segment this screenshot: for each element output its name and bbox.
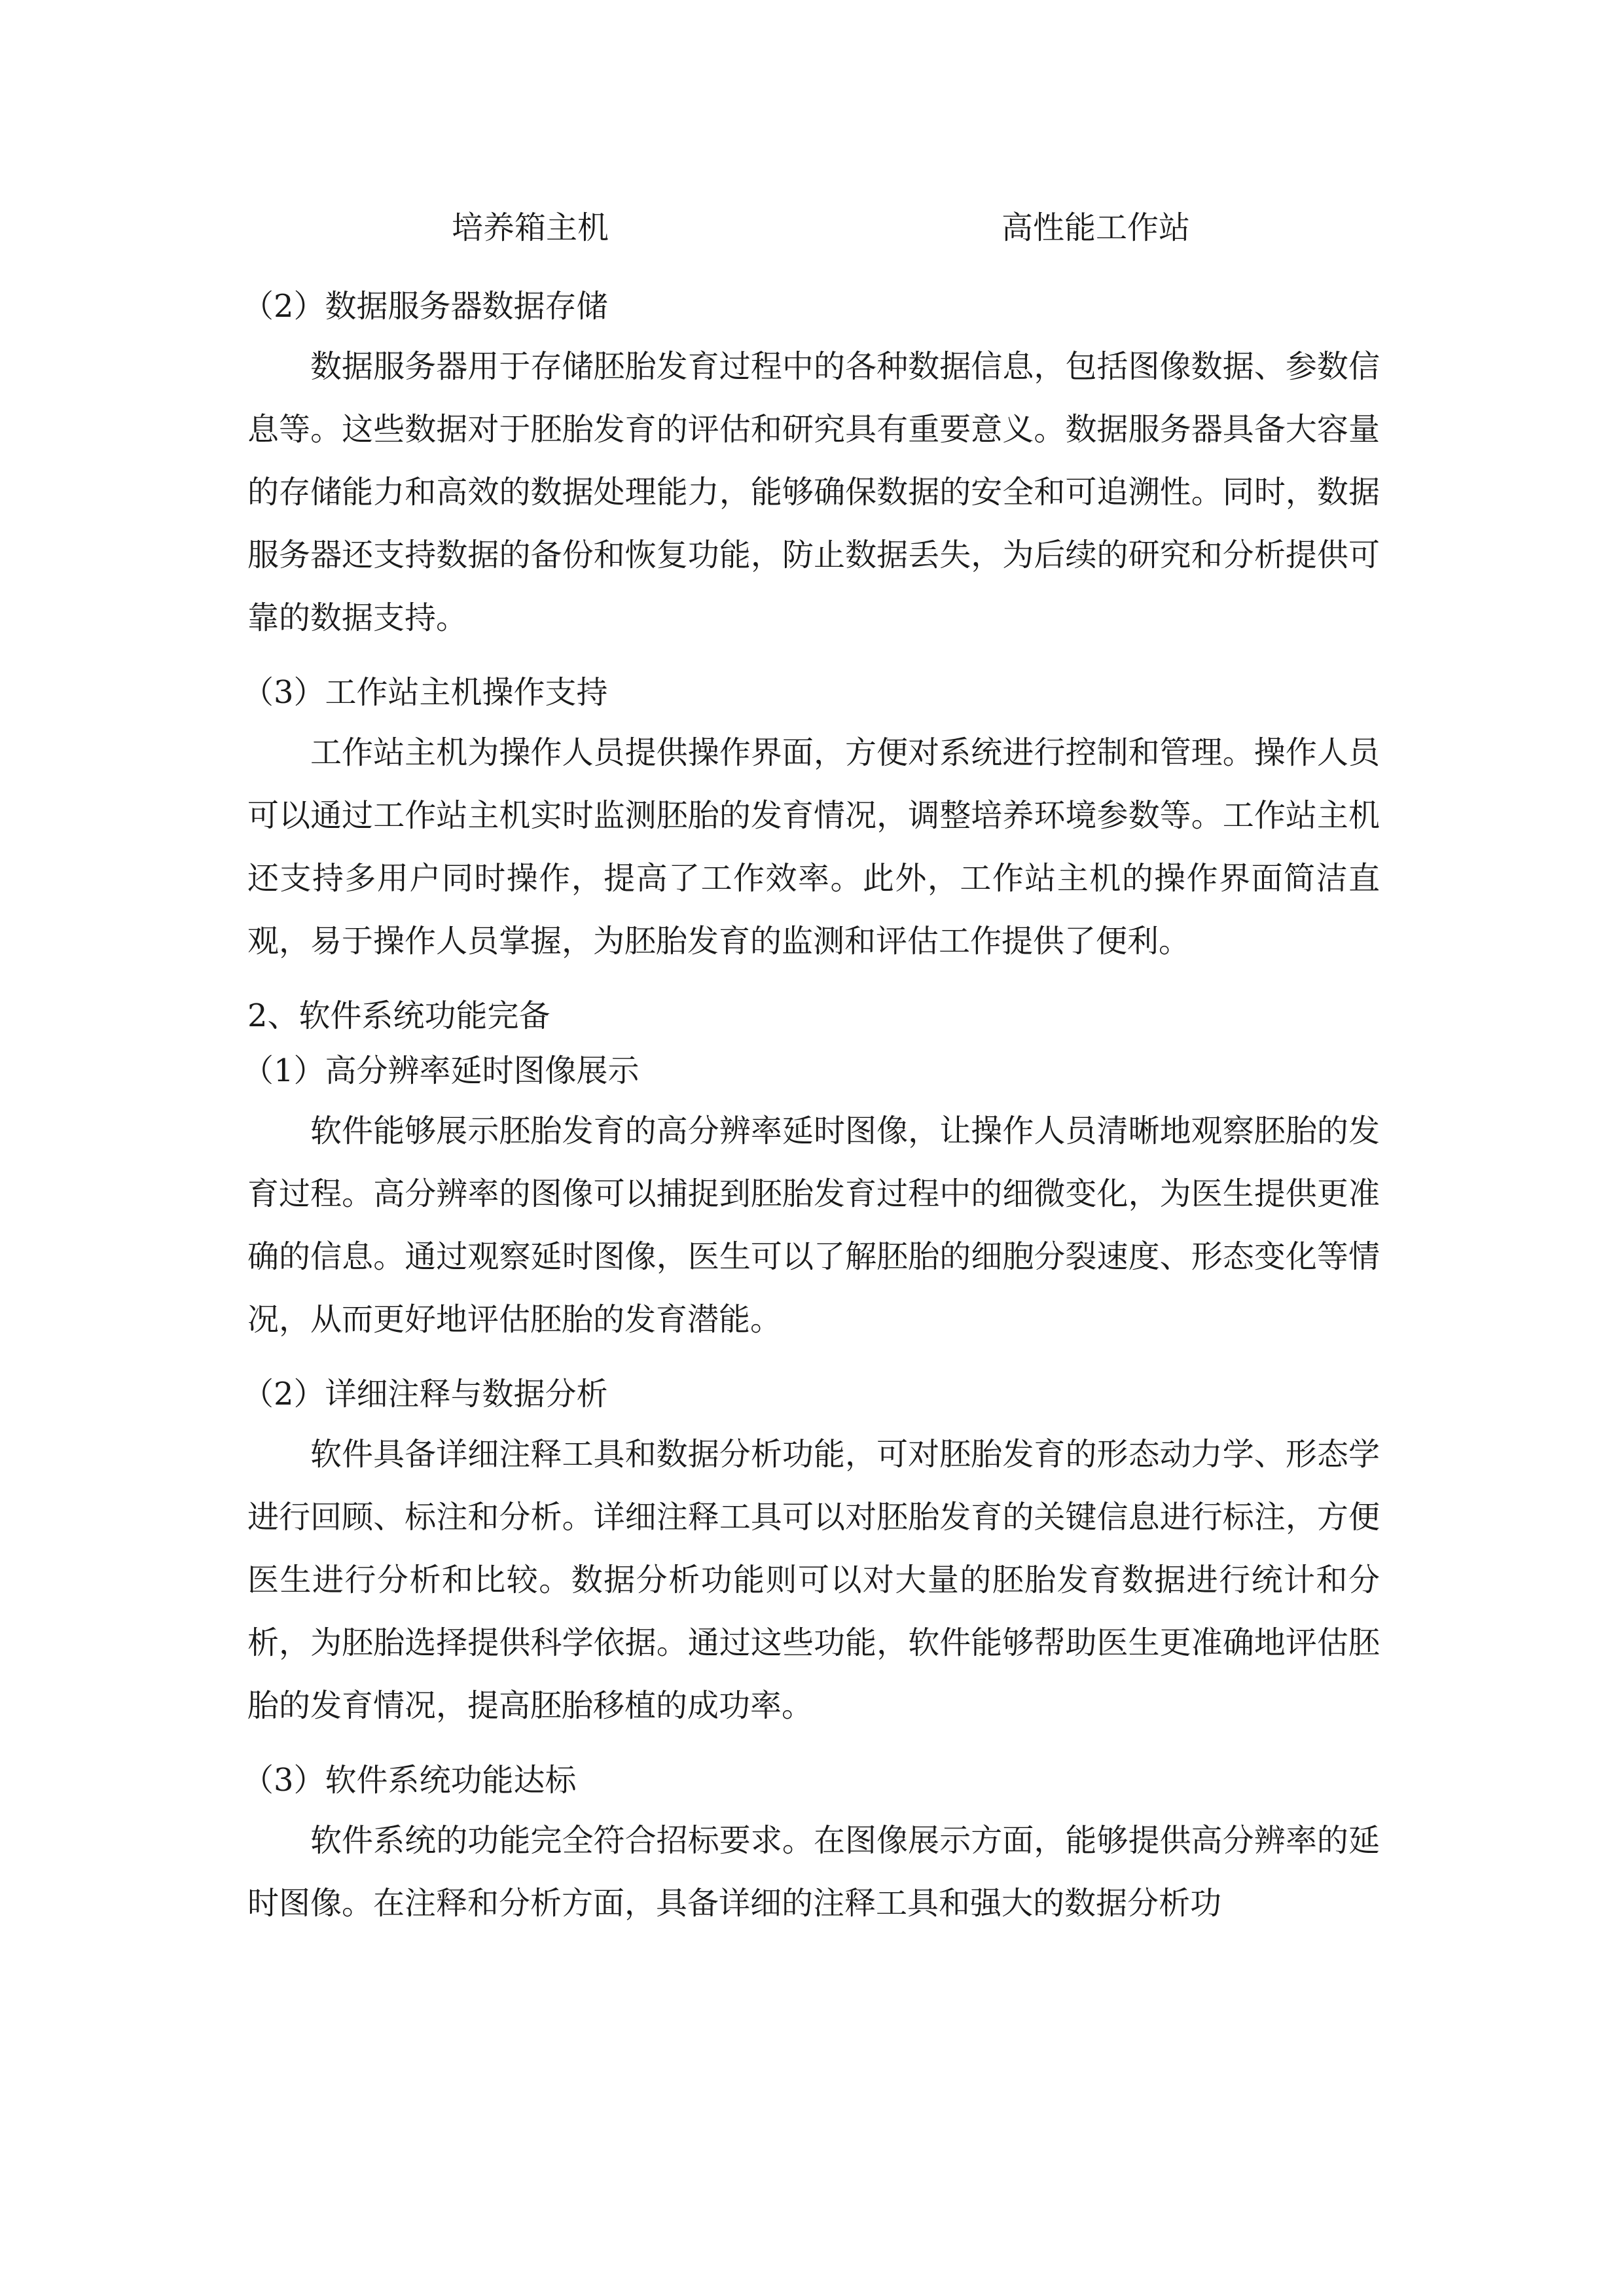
heading-annotation-analysis: （2）详细注释与数据分析 xyxy=(242,1376,608,1412)
heading-hires-timelapse: （1）高分辨率延时图像展示 xyxy=(242,1052,640,1089)
heading-workstation-support: （3）工作站主机操作支持 xyxy=(242,674,608,711)
document-body xyxy=(242,280,1380,1952)
incubator-host-caption: 培养箱主机 xyxy=(452,209,609,246)
heading-data-server-storage: （2）数据服务器数据存储 xyxy=(242,288,608,325)
paragraph-hires-timelapse: 软件能够展示胚胎发育的高分辨率延时图像，让操作人员清晰地观察胚胎的发育过程。高分辨率的图像可以捕捉到胚胎发育过程中的细微变化，为医生提供更准确的信息。通过观察延时图像，医生可以了解胚胎的细胞分裂速度、形态变化等情况，从而更好地评估胚胎的发育潜能。 xyxy=(247,1113,1380,1338)
paragraph-software-compliance: 软件系统的功能完全符合招标要求。在图像展示方面，能够提供高分辨率的延时图像。在注释和分析方面，具备详细的注释工具和强大的数据分析功 xyxy=(247,1822,1380,1922)
heading-software-compliance: （3）软件系统功能达标 xyxy=(242,1762,577,1799)
paragraph-data-server-storage: 数据服务器用于存储胚胎发育过程中的各种数据信息，包括图像数据、参数信息等。这些数据对于胚胎发育的评估和研究具有重要意义。数据服务器具备大容量的存储能力和高效的数据处理能力，能够确保数据的安全和可追溯性。同时，数据服务器还支持数据的备份和恢复功能，防止数据丢失，为后续的研究和分析提供可靠的数据支持。 xyxy=(247,348,1380,636)
workstation-caption: 高性能工作站 xyxy=(1001,209,1191,246)
paragraph-workstation-support: 工作站主机为操作人员提供操作界面，方便对系统进行控制和管理。操作人员可以通过工作站主机实时监测胚胎的发育情况，调整培养环境参数等。工作站主机还支持多用户同时操作，提高了工作效率。此外，工作站主机的操作界面简洁直观，易于操作人员掌握，为胚胎发育的监测和评估工作提供了便利。 xyxy=(247,734,1380,960)
heading-software-system: 2、软件系统功能完备 xyxy=(247,997,550,1034)
paragraph-annotation-analysis: 软件具备详细注释工具和数据分析功能，可对胚胎发育的形态动力学、形态学进行回顾、标注和分析。详细注释工具可以对胚胎发育的关键信息进行标注，方便医生进行分析和比较。数据分析功能则可以对大量的胚胎发育数据进行统计和分析，为胚胎选择提供科学依据。通过这些功能，软件能够帮助医生更准确地评估胚胎的发育情况，提高胚胎移植的成功率。 xyxy=(247,1436,1380,1724)
